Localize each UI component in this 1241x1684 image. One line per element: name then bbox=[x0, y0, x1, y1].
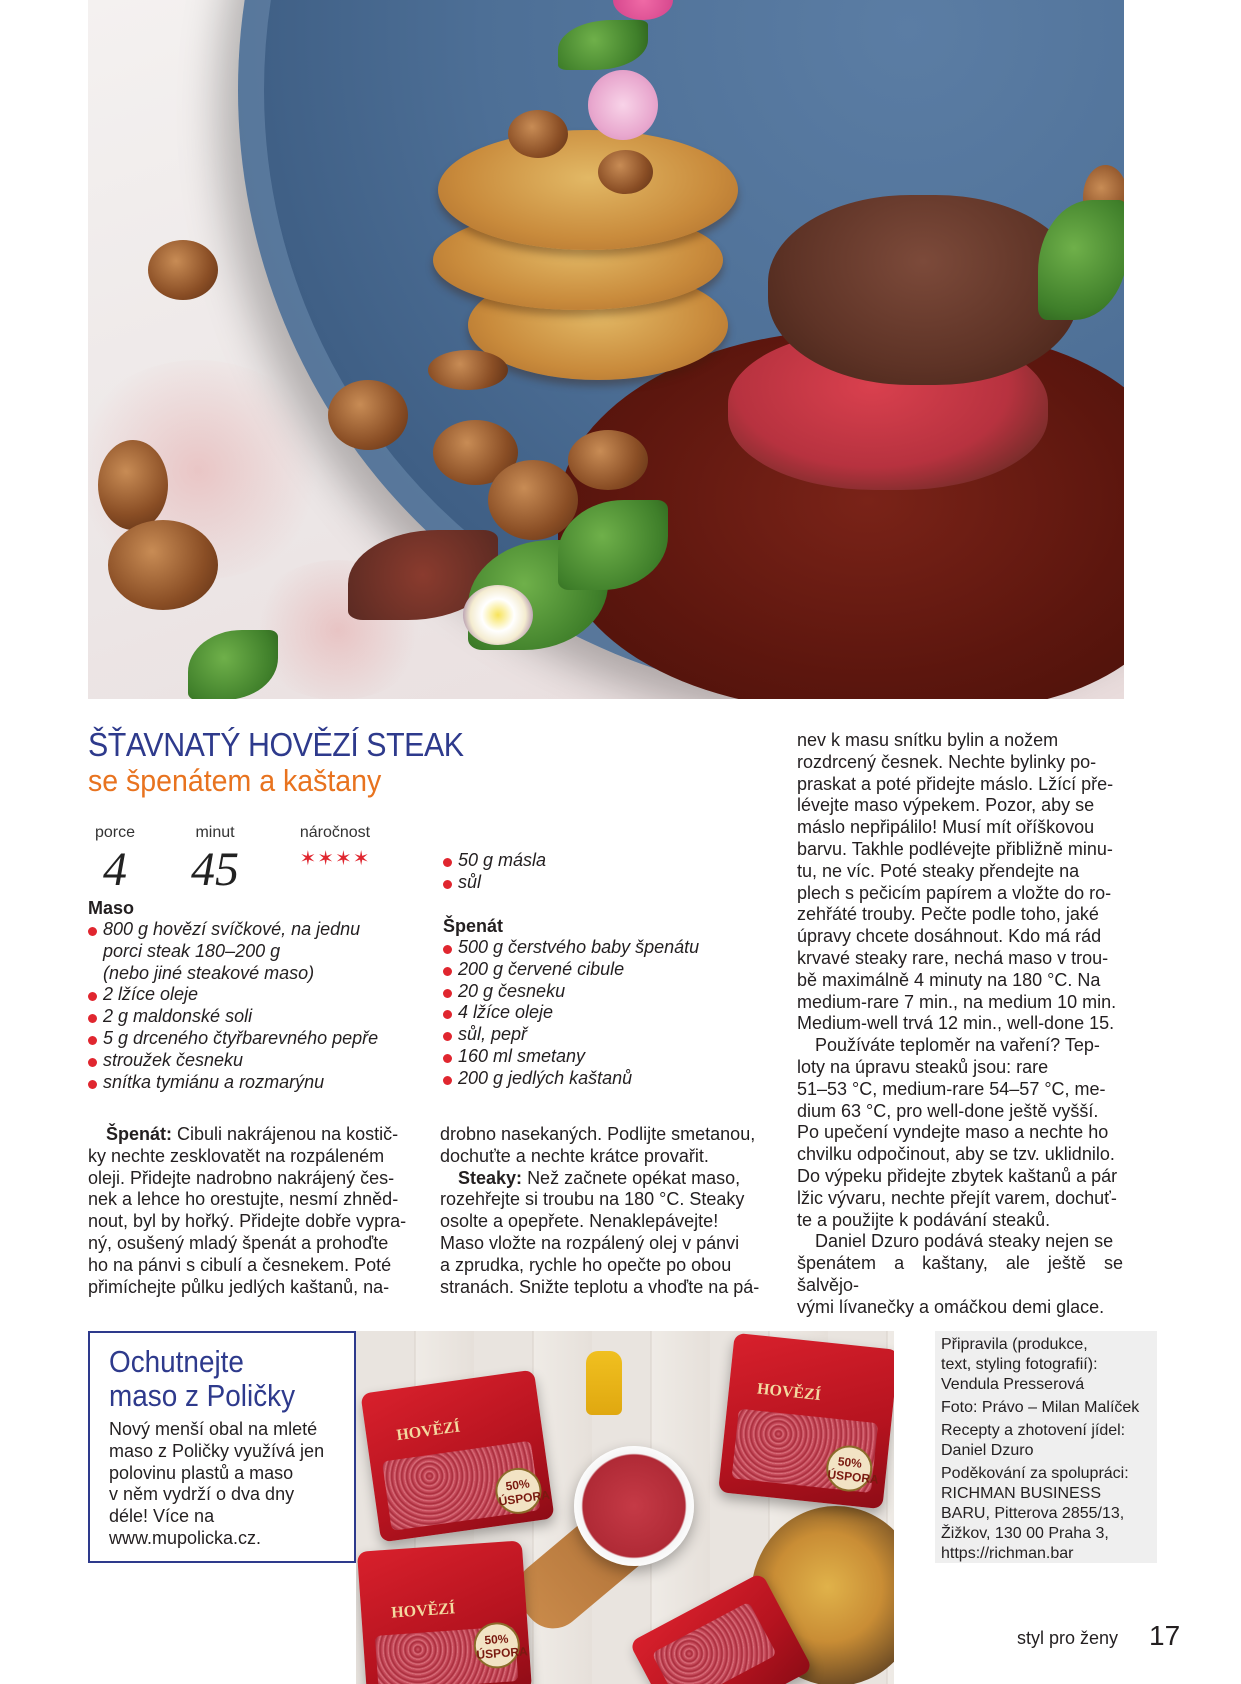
bullet-icon bbox=[88, 1080, 97, 1089]
chestnut bbox=[328, 380, 408, 450]
difficulty-label: náročnost bbox=[299, 824, 371, 841]
pansy-flower bbox=[463, 585, 533, 645]
text-line: osolte a opepřete. Nenaklepávejte! bbox=[440, 1211, 719, 1232]
list-item: 2 g maldonské soli bbox=[88, 1006, 418, 1028]
list-item: 160 ml smetany bbox=[443, 1046, 773, 1068]
text-line: nout, byl by hořký. Přidejte dobře vypra- bbox=[88, 1211, 407, 1232]
credits-recipes: Recepty a zhotovení jídel: Daniel Dzuro bbox=[941, 1422, 1126, 1459]
recipe-subtitle: se špenátem a kaštany bbox=[88, 763, 382, 798]
text-line: dochuťte a nechte krátce provařit. bbox=[440, 1145, 709, 1166]
text-line: barvu. Takhle podlévejte přibližně minu- bbox=[797, 838, 1113, 859]
method-column-1 bbox=[88, 1124, 415, 1298]
text-line: Do výpeku přidejte zbytek kaštanů a pár bbox=[797, 1165, 1118, 1186]
text-line: máslo nepřipálilo! Musí mít oříškovou bbox=[797, 817, 1095, 838]
bullet-icon bbox=[443, 989, 452, 998]
text-line: Steaky: Než začnete opékat maso, bbox=[458, 1167, 741, 1188]
bullet-icon bbox=[443, 1054, 452, 1063]
text-line: tu, ne víc. Poté steaky přendejte na bbox=[797, 860, 1080, 881]
method-column-2 bbox=[440, 1124, 768, 1298]
package-label: HOVĚZÍ bbox=[756, 1380, 822, 1405]
servings-label: porce bbox=[94, 824, 136, 841]
chestnut bbox=[568, 430, 648, 490]
bullet-icon bbox=[88, 1014, 97, 1023]
chestnut bbox=[148, 240, 218, 300]
text-line: rozdrcený česnek. Nechte bylinky po- bbox=[797, 751, 1097, 772]
minutes-label: minut bbox=[195, 824, 235, 841]
text-line: chvilku odpočinout, aby se tzv. uklidnilo. bbox=[797, 1144, 1115, 1165]
text-line: ný, osušený mladý špenát a prohoďte bbox=[88, 1232, 389, 1253]
text-line: úpravy chcete dosáhnout. Kdo má rád bbox=[797, 926, 1102, 947]
chestnut bbox=[108, 520, 218, 610]
difficulty-stars: ✶✶✶✶ bbox=[299, 848, 371, 870]
servings-value: 4 bbox=[103, 843, 127, 896]
spinach-heading: Špenát bbox=[443, 916, 504, 936]
product-photo bbox=[356, 1331, 894, 1684]
list-item: 500 g čerstvého baby špenátu bbox=[443, 937, 773, 959]
text-line: lžic vývaru, nechte přejít varem, dochuť- bbox=[797, 1187, 1117, 1208]
list-item: sůl bbox=[443, 872, 773, 894]
meat-list-continued bbox=[443, 850, 773, 894]
list-item: 4 lžíce oleje bbox=[443, 1002, 773, 1024]
spinach-ingredients bbox=[443, 916, 773, 1090]
package-label: HOVĚZÍ bbox=[390, 1600, 456, 1622]
text-line: drobno nasekaných. Podlijte smetanou, bbox=[440, 1124, 756, 1144]
chestnut bbox=[508, 110, 568, 158]
chestnut bbox=[428, 350, 508, 390]
list-item: snítka tymiánu a rozmarýnu bbox=[88, 1072, 418, 1094]
spinach-list bbox=[443, 937, 773, 1090]
savings-badge: 50% ÚSPORA bbox=[472, 1621, 521, 1670]
text-line: nev k masu snítku bylin a nožem bbox=[797, 730, 1059, 750]
list-item: 50 g másla bbox=[443, 850, 773, 872]
meat-ingredients bbox=[88, 898, 418, 1093]
bullet-icon bbox=[443, 1032, 452, 1041]
list-item: 2 lžíce oleje bbox=[88, 984, 418, 1006]
credits-box bbox=[935, 1331, 1157, 1563]
bullet-icon bbox=[443, 880, 452, 889]
text-line: stranách. Snižte teplotu a vhoďte na pá- bbox=[440, 1276, 760, 1297]
page-number: 17 bbox=[1149, 1620, 1181, 1651]
credits-link[interactable]: https://richman.bar bbox=[941, 1545, 1074, 1562]
chestnut bbox=[598, 150, 653, 194]
text-line: plech s pečicím papírem a vložte do ro- bbox=[797, 882, 1112, 903]
text-line: Daniel Dzuro podává steaky nejen se bbox=[815, 1231, 1114, 1252]
list-item: 20 g česneku bbox=[443, 981, 773, 1003]
minced-meat-bowl bbox=[574, 1446, 694, 1566]
meat-ingredients-continued bbox=[443, 850, 773, 894]
meat-package bbox=[718, 1333, 894, 1509]
meat-package bbox=[357, 1540, 532, 1684]
bullet-icon bbox=[443, 1010, 452, 1019]
list-item: stroužek česneku bbox=[88, 1050, 418, 1072]
text-line: krvavé steaky rare, nechá maso v trou- bbox=[797, 947, 1109, 968]
text-line: a zprudka, rychle ho opečte po obou bbox=[440, 1254, 732, 1275]
text-line: vými lívanečky a omáčkou demi glace. bbox=[797, 1296, 1105, 1317]
bullet-icon bbox=[443, 858, 452, 867]
credits-photo: Foto: Právo – Milan Malíček bbox=[941, 1399, 1140, 1416]
text-line: Po upečení vyndejte maso a nechte ho bbox=[797, 1122, 1109, 1143]
text-line: 51–53 °C, medium-rare 54–57 °C, me- bbox=[797, 1078, 1106, 1099]
recipe-title: ŠŤAVNATÝ HOVĚZÍ STEAK bbox=[88, 726, 464, 763]
text-line: nek a lehce ho orestujte, nesmí zhněd- bbox=[88, 1189, 399, 1210]
savings-badge: 50% ÚSPORA bbox=[492, 1465, 544, 1517]
spinach-method-lead: Špenát: bbox=[106, 1124, 173, 1144]
list-item: sůl, pepř bbox=[443, 1024, 773, 1046]
credits-production: Připravila (produkce, text, styling fotografií): Vendula Presserová bbox=[941, 1336, 1098, 1393]
text-line: te a použijte k podávání steaků. bbox=[797, 1209, 1051, 1230]
text-line: oleji. Přidejte nadrobno nakrájený čes- bbox=[88, 1167, 395, 1188]
text-line: ky nechte zesklovatět na rozpáleném bbox=[88, 1145, 385, 1166]
edible-flower bbox=[588, 70, 658, 140]
method-column-3 bbox=[797, 730, 1123, 1319]
steak-method-lead: Steaky: bbox=[458, 1167, 523, 1188]
promo-text: Nový menší obal na mleté maso z Poličky využívá jen polovinu plastů a maso v něm vydrží o dva dny déle! Více na www.mupolicka.cz. bbox=[109, 1419, 354, 1550]
bullet-icon bbox=[443, 1076, 452, 1085]
credits-thanks: Poděkování za spolupráci: RICHMAN BUSINESS BARU, Pitterova 2855/13, Žižkov, 130 00 Praha 3, https://richman.bar bbox=[941, 1465, 1129, 1562]
text-line: ho na pánvi s cibulí a česnekem. Poté bbox=[88, 1254, 392, 1275]
package-label: HOVĚZÍ bbox=[395, 1418, 462, 1445]
pepper-grinder bbox=[586, 1351, 622, 1415]
promo-link[interactable]: www.mupolicka.cz. bbox=[109, 1527, 262, 1548]
text-line: dium 63 °C, pro well-done ještě vyšší. bbox=[797, 1100, 1099, 1121]
text-line: lévejte maso výpekem. Pozor, aby se bbox=[797, 795, 1095, 816]
list-item: 200 g jedlých kaštanů bbox=[443, 1068, 773, 1090]
herb-leaf bbox=[188, 630, 278, 699]
bullet-icon bbox=[88, 992, 97, 1001]
text-line: Špenát: Cibuli nakrájenou na kostič- bbox=[106, 1124, 399, 1144]
minutes-value: 45 bbox=[191, 843, 239, 896]
savings-badge: 50% ÚSPORA bbox=[824, 1443, 875, 1494]
text-line: medium-rare 7 min., na medium 10 min. bbox=[797, 991, 1117, 1012]
list-item-continuation: (nebo jiné steakové maso) bbox=[103, 962, 315, 983]
text-line: praskat a poté přidejte máslo. Lžící pře- bbox=[797, 773, 1114, 794]
promo-title: Ochutnejte maso z Poličky bbox=[109, 1344, 296, 1413]
text-line: špenátem a kaštany, ale ještě se šalvějo- bbox=[797, 1253, 1123, 1295]
text-line: zehřáté trouby. Pečte podle toho, jaké bbox=[797, 904, 1099, 925]
bullet-icon bbox=[443, 945, 452, 954]
chestnut bbox=[98, 440, 168, 530]
text-line: Používáte teploměr na vaření? Tep- bbox=[815, 1035, 1100, 1056]
list-item: 5 g drceného čtyřbarevného pepře bbox=[88, 1028, 418, 1050]
bullet-icon bbox=[88, 1036, 97, 1045]
pancake bbox=[438, 130, 738, 250]
text-line: loty na úpravu steaků jsou: rare bbox=[797, 1056, 1049, 1077]
list-item: 200 g červené cibule bbox=[443, 959, 773, 981]
bullet-icon bbox=[88, 927, 97, 936]
text-line: Maso vložte na rozpálený olej v pánvi bbox=[440, 1232, 740, 1253]
meat-list bbox=[88, 984, 418, 1093]
text-line: rozehřejte si troubu na 180 °C. Steaky bbox=[440, 1189, 745, 1210]
hero-food-photo bbox=[88, 0, 1124, 699]
text-line: přimíchejte půlku jedlých kaštanů, na- bbox=[88, 1276, 390, 1297]
package-window bbox=[652, 1602, 777, 1684]
text-line: Medium-well trvá 12 min., well-done 15. bbox=[797, 1013, 1115, 1034]
promo-box bbox=[88, 1331, 356, 1563]
list-item-continuation: porci steak 180–200 g bbox=[103, 940, 281, 961]
magazine-name: styl pro ženy bbox=[1017, 1628, 1119, 1648]
text-line: bě maximálně 4 minuty na 180 °C. Na bbox=[797, 969, 1101, 990]
bullet-icon bbox=[88, 1058, 97, 1067]
steak bbox=[768, 195, 1078, 385]
bullet-icon bbox=[443, 967, 452, 976]
meat-heading: Maso bbox=[88, 898, 135, 918]
meat-package bbox=[360, 1370, 554, 1543]
list-item: 800 g hovězí svíčkové, na jednu bbox=[88, 919, 418, 941]
meat-list bbox=[88, 919, 418, 941]
